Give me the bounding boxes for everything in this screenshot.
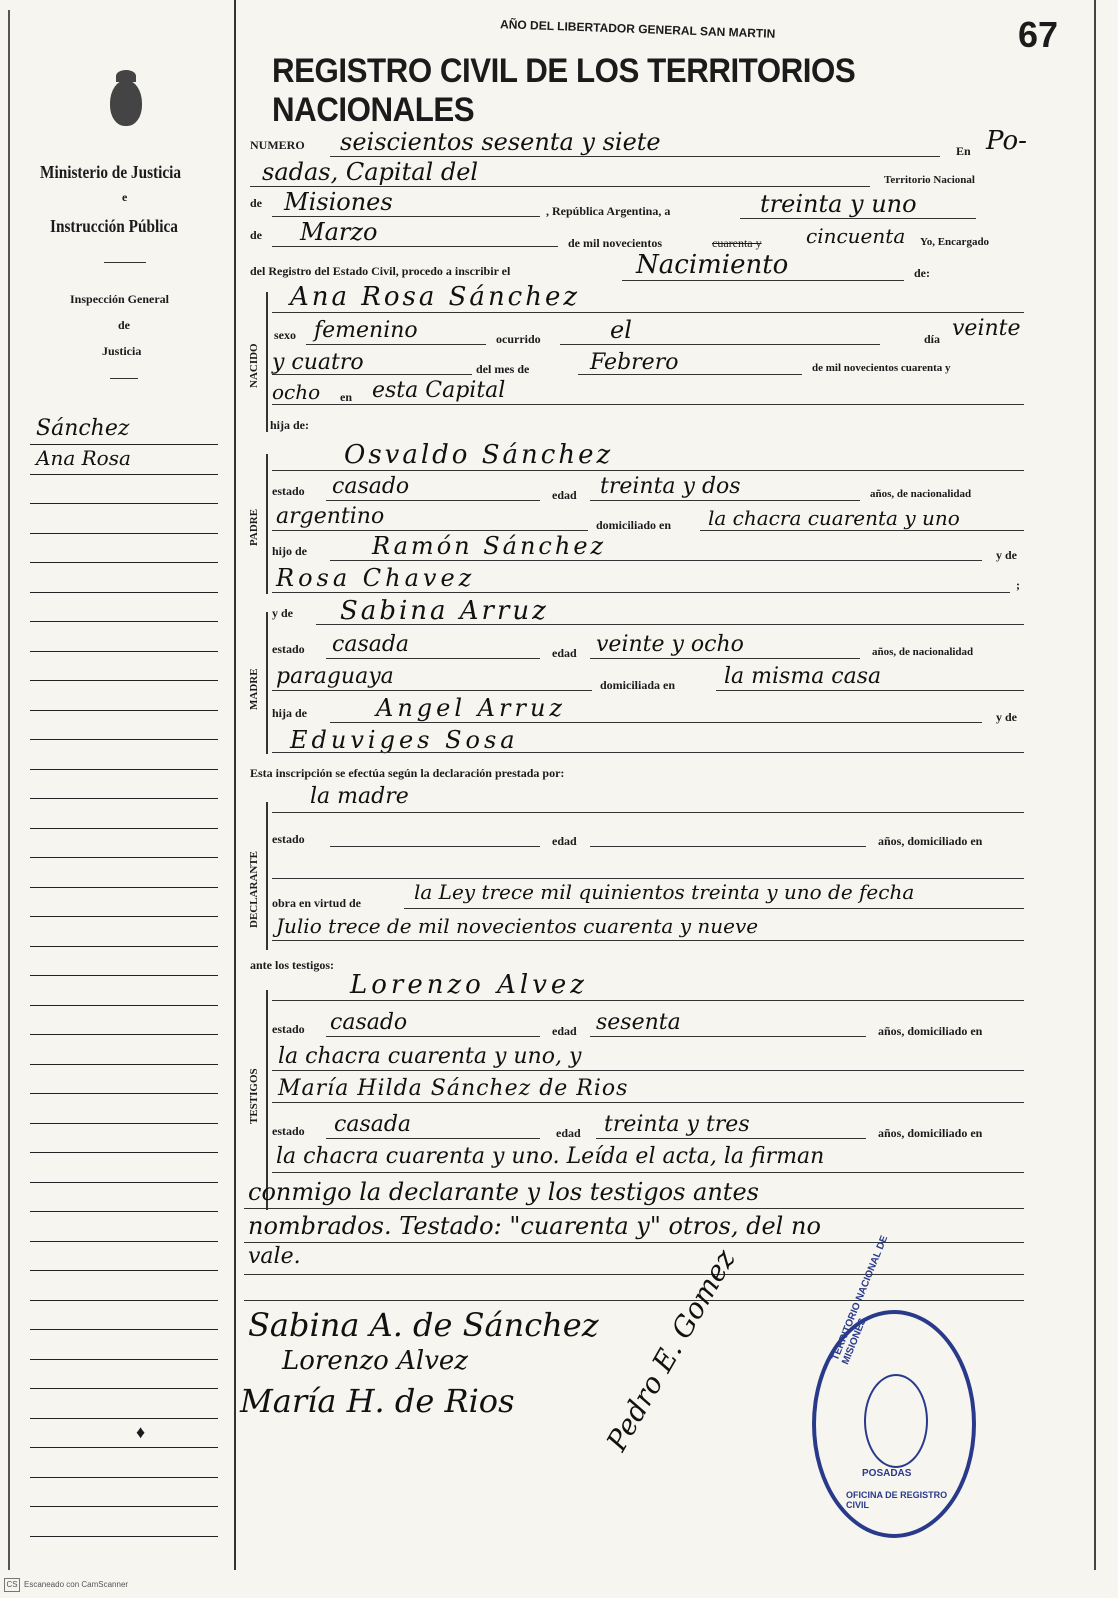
ministry-line1: Ministerio de Justicia <box>40 162 182 182</box>
nacido-bracket <box>266 292 271 432</box>
declarante-name-line <box>272 812 1024 813</box>
year-label: de mil novecientos <box>568 236 662 250</box>
sidebar-line <box>30 1152 218 1153</box>
padre-estado-value: casado <box>332 474 410 499</box>
testigos-intro: ante los testigos: <box>250 958 334 972</box>
testigo1-domicilio-value: la chacra cuarenta y uno, y <box>278 1044 582 1069</box>
camscanner-icon: CS <box>4 1578 20 1592</box>
declarante-name: la madre <box>310 784 409 809</box>
madre-father-value: Angel Arruz <box>376 694 567 722</box>
act-type: Nacimiento <box>636 250 789 280</box>
ocurrido-line <box>560 344 880 345</box>
closing-line3: vale. <box>248 1244 301 1269</box>
dia-cont-line <box>272 374 472 375</box>
nacido-year-value: ocho <box>272 380 321 404</box>
madre-nacionalidad-value: paraguaya <box>276 664 394 689</box>
closing-blank-rule <box>244 1300 1024 1301</box>
padre-bracket <box>266 454 271 594</box>
madre-estado-line <box>326 658 540 659</box>
margin-surname: Sánchez <box>36 416 130 441</box>
madre-nacionalidad-line <box>272 690 592 691</box>
obra-line <box>404 908 1024 909</box>
territorio-line <box>272 216 540 217</box>
closing-line1-rule <box>244 1208 1024 1209</box>
year-struck: cuarenta y <box>712 236 762 250</box>
nacido-section-label: NACIDO <box>248 343 260 388</box>
place-line <box>250 186 870 187</box>
padre-domicilio-value: la chacra cuarenta y uno <box>708 506 960 530</box>
madre-name: Sabina Arruz <box>340 596 549 626</box>
closing-line2-rule <box>244 1242 1024 1243</box>
territorio-value: Misiones <box>284 188 393 216</box>
ocurrido-label: ocurrido <box>496 332 541 346</box>
sidebar-line <box>30 1506 218 1507</box>
signature-declarante: Sabina A. de Sánchez <box>248 1306 599 1344</box>
testigo2-domicilio-line <box>272 1172 1024 1173</box>
sidebar-line <box>30 533 218 534</box>
madre-y-de-label: y de <box>272 606 293 620</box>
day-line <box>740 218 976 219</box>
dia-label: día <box>924 332 941 346</box>
testigos-section-label: TESTIGOS <box>248 1068 260 1124</box>
madre-nacionalidad-label: años, de nacionalidad <box>872 646 974 658</box>
en-label: En <box>956 144 971 158</box>
inspection-line3: Justicia <box>102 344 142 358</box>
inspection-line1: Inspección General <box>70 292 169 306</box>
nacido-year-label: de mil novecientos cuarenta y <box>812 362 951 374</box>
signature-witness1: Lorenzo Alvez <box>282 1346 468 1376</box>
testigos-bracket <box>266 990 271 1210</box>
ministry-line3: Instrucción Pública <box>50 216 178 236</box>
en-value: Po- <box>986 126 1027 156</box>
coat-of-arms-icon <box>110 80 142 126</box>
mes-value: Febrero <box>590 350 679 375</box>
padre-nacionalidad-value: argentino <box>276 504 385 529</box>
sidebar-line <box>30 1418 218 1419</box>
madre-domicilio-value: la misma casa <box>724 664 882 689</box>
year-value: cincuenta <box>806 224 906 248</box>
republica-label: , República Argentina, a <box>546 204 671 218</box>
sidebar-line <box>30 1477 218 1478</box>
testigo2-estado-line <box>326 1138 540 1139</box>
padre-mother-line <box>272 592 1010 593</box>
page-edge <box>1094 0 1096 1570</box>
padre-name-line <box>272 470 1024 471</box>
testigo1-edad-value: sesenta <box>596 1010 681 1035</box>
de-label: de <box>250 196 262 210</box>
sexo-line <box>306 344 486 345</box>
obra-label: obra en virtud de <box>272 896 362 910</box>
scanner-footer <box>4 1578 128 1592</box>
testigo1-domicilio-label: años, domiciliado en <box>878 1024 983 1038</box>
sidebar-line <box>30 946 218 947</box>
seal-text-top: TERRITORIO NACIONAL DE MISIONES <box>830 1234 891 1367</box>
testigo2-edad-value: treinta y tres <box>604 1112 750 1137</box>
madre-domicilio-line <box>716 690 1024 691</box>
encargado-label: Yo, Encargado <box>920 236 990 248</box>
declarante-blank-line <box>272 878 1024 879</box>
territorio-label: Territorio Nacional <box>884 174 975 186</box>
sidebar-line <box>30 739 218 740</box>
dia-cont: y cuatro <box>272 350 364 375</box>
sidebar-line <box>30 1388 218 1389</box>
seal-text-center: POSADAS <box>862 1468 912 1479</box>
sidebar-line <box>30 1536 218 1537</box>
padre-father-line <box>330 560 982 561</box>
sidebar-line <box>30 1123 218 1124</box>
obra-value: la Ley trece mil quinientos treinta y uno de fecha <box>414 880 915 904</box>
sidebar-line <box>30 1300 218 1301</box>
sidebar-line <box>30 887 218 888</box>
padre-edad-line <box>590 500 860 501</box>
sidebar-line <box>30 1241 218 1242</box>
lugar-label: en <box>340 390 352 404</box>
testigo1-estado-label: estado <box>272 1022 305 1036</box>
sidebar-line <box>30 1064 218 1065</box>
testigo2-estado-label: estado <box>272 1124 305 1138</box>
sidebar-line <box>30 857 218 858</box>
madre-estado-value: casada <box>332 632 410 657</box>
mes-label: del mes de <box>476 362 530 376</box>
testigo2-estado-value: casada <box>334 1112 412 1137</box>
padre-mother-value: Rosa Chavez <box>276 564 476 592</box>
sidebar-line <box>30 680 218 681</box>
sidebar-line <box>30 1270 218 1271</box>
month-line <box>272 246 558 247</box>
ocurrido-value: el <box>610 316 632 344</box>
padre-edad-label: edad <box>552 488 577 502</box>
banner-text: AÑO DEL LIBERTADOR GENERAL SAN MARTIN <box>499 17 776 41</box>
seal-text-bottom: OFICINA DE REGISTRO CIVIL <box>846 1490 948 1510</box>
sidebar-line <box>30 798 218 799</box>
registro-label: del Registro del Estado Civil, procedo a inscribir el <box>250 264 511 278</box>
madre-bracket <box>266 612 271 754</box>
madre-edad-value: veinte y ocho <box>596 632 744 657</box>
testigo1-edad-label: edad <box>552 1024 577 1038</box>
obra-cont-line <box>272 940 1024 941</box>
margin-name: Ana Rosa <box>36 446 131 470</box>
sexo-value: femenino <box>314 318 418 343</box>
sidebar-line <box>30 592 218 593</box>
page-number: 67 <box>1018 14 1059 55</box>
ministry-line2: e <box>122 190 128 204</box>
testigo2-name-line <box>272 1102 1024 1103</box>
declarante-domicilio-label: años, domiciliado en <box>878 834 983 848</box>
sexo-label: sexo <box>274 328 296 342</box>
nacido-name: Ana Rosa Sánchez <box>290 282 581 312</box>
sidebar-line <box>30 1093 218 1094</box>
sidebar-line <box>30 1447 218 1448</box>
closing-line1: conmigo la declarante y los testigos antes <box>248 1178 759 1206</box>
padre-section-label: PADRE <box>248 508 260 546</box>
sidebar-line <box>30 1034 218 1035</box>
madre-father-line <box>330 722 982 723</box>
month-value: Marzo <box>300 218 378 246</box>
declarante-estado-line <box>330 846 540 847</box>
numero-value: seiscientos sesenta y siete <box>340 128 661 156</box>
declarante-edad-line <box>590 846 866 847</box>
sidebar-rule <box>104 262 146 263</box>
closing-line2: nombrados. Testado: "cuarenta y" otros, del no <box>248 1212 821 1240</box>
testigo2-name: María Hilda Sánchez de Rios <box>278 1076 629 1101</box>
padre-estado-line <box>326 500 540 501</box>
sidebar-line <box>30 1329 218 1330</box>
padre-nacionalidad-label: años, de nacionalidad <box>870 488 972 500</box>
padre-estado-label: estado <box>272 484 305 498</box>
numero-line <box>330 156 940 157</box>
madre-mother-value: Eduviges Sosa <box>290 726 519 754</box>
dia-value: veinte <box>952 316 1021 341</box>
place-value: sadas, Capital del <box>262 158 479 186</box>
hija-label: hija de: <box>270 418 309 432</box>
madre-name-line <box>316 624 1024 625</box>
testigo1-name-line <box>272 1000 1024 1001</box>
declarante-estado-label: estado <box>272 832 305 846</box>
sidebar-line <box>30 1005 218 1006</box>
declarante-bracket <box>266 802 271 950</box>
sidebar-rule-2 <box>110 378 138 379</box>
testigo2-domicilio-label: años, domiciliado en <box>878 1126 983 1140</box>
padre-hijo-label: hijo de <box>272 544 308 558</box>
testigo1-name: Lorenzo Alvez <box>350 970 588 1000</box>
scanner-text: Escaneado con CamScanner <box>24 1580 129 1589</box>
act-type-line <box>622 280 904 281</box>
left-border <box>8 10 10 1570</box>
sidebar-line <box>30 621 218 622</box>
document-title: REGISTRO CIVIL DE LOS TERRITORIOS NACIONALES <box>272 52 856 129</box>
sidebar-line <box>30 769 218 770</box>
padre-domicilio-line <box>700 530 1024 531</box>
declarante-edad-label: edad <box>552 834 577 848</box>
obra-cont: Julio trece de mil novecientos cuarenta y nueve <box>276 914 759 938</box>
lugar-line <box>272 404 1024 405</box>
month-label: de <box>250 228 262 242</box>
nacido-name-line <box>272 312 1024 313</box>
sidebar-line <box>30 444 218 445</box>
madre-hija-label: hija de <box>272 706 308 720</box>
signature-witness2: María H. de Rios <box>240 1382 515 1420</box>
day-value: treinta y uno <box>760 190 917 218</box>
closing-line3-rule <box>244 1274 1024 1275</box>
sidebar-line <box>30 503 218 504</box>
testigo2-domicilio-value: la chacra cuarenta y uno. Leída el acta, la firman <box>276 1144 825 1169</box>
lugar-value: esta Capital <box>372 378 506 403</box>
sidebar-line <box>30 1359 218 1360</box>
madre-y-de-label2: y de <box>996 710 1017 724</box>
sidebar-line <box>30 916 218 917</box>
padre-domicilio-label: domiciliado en <box>596 518 672 532</box>
testigo2-edad-line <box>596 1138 866 1139</box>
sidebar-line <box>30 710 218 711</box>
sidebar-line <box>30 975 218 976</box>
sidebar-line <box>30 828 218 829</box>
padre-nacionalidad-line <box>272 530 588 531</box>
mes-line <box>578 374 802 375</box>
padre-y-de-label: y de <box>996 548 1017 562</box>
act-de: de: <box>914 266 930 280</box>
official-seal <box>812 1234 976 1538</box>
margin-divider <box>234 0 236 1570</box>
padre-father-value: Ramón Sánchez <box>372 532 607 560</box>
sidebar-line <box>30 1211 218 1212</box>
padre-edad-value: treinta y dos <box>600 474 741 499</box>
madre-mother-line <box>272 752 1024 753</box>
declarante-section-label: DECLARANTE <box>248 850 260 928</box>
padre-name: Osvaldo Sánchez <box>344 440 614 470</box>
sidebar-line <box>30 1182 218 1183</box>
seal-coat-of-arms-icon <box>864 1374 928 1468</box>
sidebar-line <box>30 562 218 563</box>
inspection-line2: de <box>118 318 130 332</box>
declarante-intro: Esta inscripción se efectúa según la declaración prestada por: <box>250 766 565 780</box>
signature-official: Pedro E. Gomez <box>600 1243 742 1457</box>
testigo1-domicilio-line <box>272 1070 1024 1071</box>
madre-domicilio-label: domiciliada en <box>600 678 676 692</box>
sidebar-mark: ♦ <box>136 1422 146 1442</box>
padre-end-mark: ; <box>1016 578 1020 592</box>
sidebar-line <box>30 651 218 652</box>
testigo2-edad-label: edad <box>556 1126 581 1140</box>
madre-estado-label: estado <box>272 642 305 656</box>
testigo1-estado-line <box>326 1036 540 1037</box>
sidebar-line <box>30 474 218 475</box>
testigo1-estado-value: casado <box>330 1010 408 1035</box>
madre-edad-label: edad <box>552 646 577 660</box>
madre-edad-line <box>590 658 860 659</box>
testigo1-edad-line <box>590 1036 866 1037</box>
madre-section-label: MADRE <box>248 668 260 710</box>
numero-label: NUMERO <box>250 138 305 152</box>
